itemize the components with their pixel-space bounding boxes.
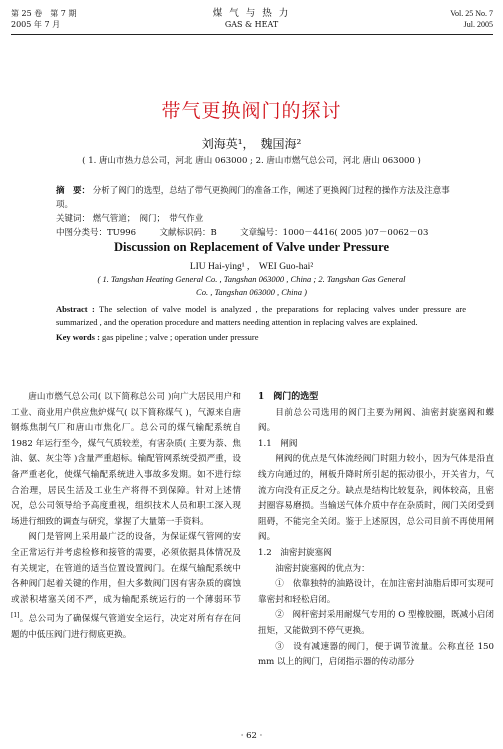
article-no-value: 1000－4416( 2005 )07－0062－03 (282, 228, 429, 238)
section-1-1-heading: 1.1 闸阀 (258, 438, 298, 449)
section-1-text: 目前总公司选用的阀门主要为闸阀、油密封旋塞阀和蝶阀。 (258, 407, 494, 434)
keywords-cn-value: 燃气管道； 阀门； 带气作业 (92, 214, 204, 224)
keywords-en-value: gas pipeline ; valve ; operation under pressure (102, 332, 259, 342)
header-rule (11, 34, 493, 35)
left-paragraph-1: 唐山市燃气总公司( 以下简称总公司 )向广大居民用户和工业、商业用户供应焦炉煤气( 以下简称煤气 )，气源来自唐钢炼焦制气厂和唐山市焦化厂。总公司的煤气输配系统自 1982 年运行至今，煤气气质较差，有害杂质( 主要为萘、焦油、氨、灰尘等 )含量严重超标。输配管网系统受损严重，设备严重老化，使煤气输配系统进入事故多发期。如不进行综合治理，居民生活及工业生产将得不到保障。针对上述情况，总公司领导给予高度重视，组织技术人员和职工深入现场进行细致的调查与研究，掌握了大量第一手资料。 (11, 392, 241, 527)
list-item-2: ② 阀杆密封采用耐煤气专用的 O 型橡胶圈，既减小启闭扭矩，又能做到不停气更换。 (258, 610, 494, 636)
left-paragraph-2-body: 阀门是管网上采用最广泛的设备，为保证煤气管网的安全正常运行并考虑检修和接管的需要，必须依据具体情况及有关规定，在管道的适当位置设置阀门。在煤气输配系统中各种阀门起着关键的作用，但大多数阀门因有害杂质的腐蚀或淤积堵塞关闭不严，成为输配系统运行的一个薄弱环节 (11, 532, 241, 605)
header-right (450, 8, 493, 30)
abstract-cn-body: 分析了阀门的选型，总结了带气更换阀门的准备工作，阐述了更换阀门过程的操作方法及注意事项。 (56, 186, 450, 210)
list-item-1: ① 依靠独特的油路设计，在加注密封油脂后即可实现可靠密封和轻松启闭。 (258, 579, 494, 605)
journal-name-en: GAS & HEAT (224, 20, 279, 29)
section-1-2-heading: 1.2 油密封旋塞阀 (258, 547, 332, 558)
clc-label: 中图分类号： (56, 228, 108, 238)
left-column (11, 390, 241, 643)
abstract-cn-text (56, 184, 466, 212)
authors-cn: 刘海英¹， 魏国海² (201, 137, 302, 151)
doc-code-value: B (210, 228, 217, 238)
section-1-2-intro: 油密封旋塞阀的优点为： (275, 563, 370, 574)
header-volume: 第 25 卷 第 7 期 (11, 9, 77, 18)
abstract-en (56, 303, 466, 344)
citation-ref: [1] (11, 612, 20, 620)
page-number: · 62 · (240, 731, 263, 741)
abstract-en-label: Abstract : (56, 304, 95, 314)
header-center (0, 8, 503, 30)
classification-line (56, 226, 466, 240)
left-paragraph-2 (11, 530, 241, 643)
keywords-cn-label: 关键词： (56, 214, 91, 224)
header-volume-en: Vol. 25 No. 7 (450, 9, 493, 18)
right-column (258, 390, 494, 671)
keywords-en-label: Key words : (56, 332, 100, 342)
clc-value: TU996 (107, 228, 137, 238)
abstract-en-body: The selection of valve model is analyzed , the preparations for replacing valves under pressure are summarized , and the operation procedure and matters needing attention in replacing valves are explained. (56, 304, 466, 327)
title-en: Discussion on Replacement of Valve under Pressure (113, 240, 389, 254)
header-date-en: Jul. 2005 (463, 20, 493, 29)
section-1-1-text: 闸阀的优点是气体流经阀门时阻力较小，因为气体是沿直线方向通过的，闸板升降时所引起的振动很小，开关省力，气流方向没有正反之分。缺点是结构比较复杂，阀体较高，且密封圈容易磨损。当输送气体介质中存在杂质时，阀门关闭受到阻碍，不能完全关闭。鉴于上述原因，总公司目前不再使用闸阀。 (258, 454, 494, 543)
journal-name-cn: 煤 气 与 热 力 (212, 8, 291, 19)
header-date: 2005 年 7 月 (11, 20, 61, 29)
title-cn: 带气更换阀门的探讨 (161, 100, 342, 122)
left-paragraph-2-tail: 。总公司为了确保煤气管道安全运行，决定对所有存在问题的中低压阀门进行彻底更换。 (11, 614, 241, 640)
affiliation-en-line2: Co. , Tangshan 063000 , China ) (196, 287, 307, 297)
list-item-3: ③ 设有减速器的阀门，便于调节流量。公称直径 150 mm 以上的阀门，启闭指示器的传动部分 (258, 641, 494, 668)
abstract-cn (56, 184, 466, 240)
affiliation-en-line1: ( 1. Tangshan Heating General Co. , Tangshan 063000 , China ; 2. Tangshan Gas General (97, 274, 406, 284)
keywords-cn (56, 212, 466, 226)
authors-en: LIU Hai-ying¹ , WEI Guo-hai² (189, 262, 314, 272)
article-no-label: 文章编号： (240, 228, 283, 238)
keywords-en (56, 331, 466, 344)
abstract-en-text (56, 303, 466, 329)
doc-code-label: 文献标识码： (159, 228, 211, 238)
section-1-heading: 1 阀门的选型 (258, 392, 319, 402)
abstract-cn-label: 摘 要： (56, 186, 91, 196)
affiliation-cn: ( 1. 唐山市热力总公司，河北 唐山 063000 ; 2. 唐山市燃气总公司，河北 唐山 063000 ) (82, 156, 421, 166)
